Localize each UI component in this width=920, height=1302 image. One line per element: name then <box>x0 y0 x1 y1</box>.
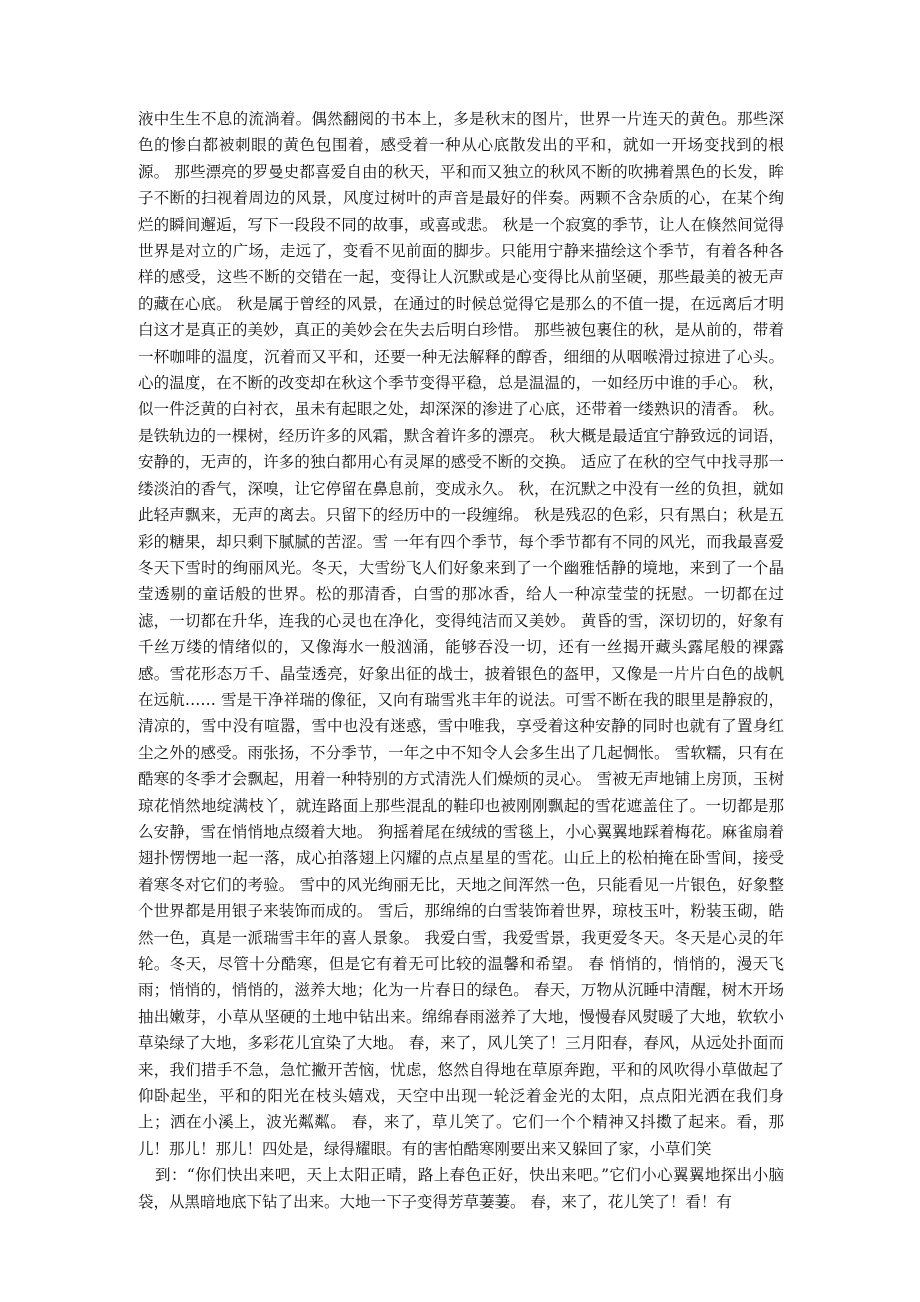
body-paragraph: 到：“你们快出来吧，天上太阳正晴，路上春色正好，快出来吧。”它们小心翼翼地探出小脑袋，从黑暗地底下钻了出来。大地一下子变得芳草萋萋。 春，来了，花儿笑了！看！有 <box>138 1166 784 1211</box>
body-paragraph: 液中生生不息的流淌着。偶然翻阅的书本上，多是秋末的图片，世界一片连天的黄色。那些深色的惨白都被刺眼的黄色包围着，感受着一种从心底散发出的平和，就如一开场变找到的根源。 那些漂亮的罗曼史都喜爱自由的秋天，平和而又独立的秋风不断的吹拂着黑色的长发，眸子不断的扫视着周边的风景，风度过树叶的声音是最好的伴奏。两颗不含杂质的心，在某个绚烂的瞬间邂逅，写下一段段不同的故事，或喜或悲。 秋是一个寂寞的季节，让人在倏然间觉得世界是对立的广场，走远了，变看不见前面的脚步。只能用宁静来描绘这个季节，有着各种各样的感受，这些不断的交错在一起，变得让人沉默或是心变得比从前坚硬，那些最美的被无声的藏在心底。 秋是属于曾经的风景，在通过的时候总觉得它是那么的不值一提，在远离后才明白这才是真正的美妙，真正的美妙会在失去后明白珍惜。 那些被包裹住的秋，是从前的，带着一杯咖啡的温度，沉着而又平和，还要一种无法解释的醇香，细细的从咽喉滑过掠进了心头。心的温度，在不断的改变却在秋这个季节变得平稳，总是温温的，一如经历中谁的手心。 秋，似一件泛黄的白衬衣，虽未有起眼之处，却深深的渗进了心底，还带着一缕熟识的清香。 秋。是铁轨边的一棵树，经历许多的风霜，默含着许多的漂亮。 秋大概是最适宜宁静致远的词语，安静的，无声的，许多的独白都用心有灵犀的感受不断的交换。 适应了在秋的空气中找寻那一缕淡泊的香气，深嗅，让它停留在鼻息前，变成永久。 秋，在沉默之中没有一丝的负担，就如此轻声飘来，无声的离去。只留下的经历中的一段缠绵。 秋是残忍的色彩，只有黑白；秋是五彩的糖果，却只剩下腻腻的苦涩。雪 一年有四个季节，每个季节都有不同的风光，而我最喜爱冬天下雪时的绚丽风光。冬天，大雪纷飞人们好象来到了一个幽雅恬静的境地，来到了一个晶莹透剔的童话般的世界。松的那清香，白雪的那冰香，给人一种凉莹莹的抚慰。一切都在过滤，一切都在升华，连我的心灵也在净化，变得纯洁而又美妙。 黄昏的雪，深切切的，好象有千丝万缕的情绪似的，又像海水一般汹涌，能够吞没一切，还有一丝揭开藏头露尾般的裸露感。雪花形态万千、晶莹透亮，好象出征的战士，披着银色的盔甲，又像是一片片白色的战帆在远航…… 雪是干净祥瑞的像征，又向有瑞雪兆丰年的说法。可雪不断在我的眼里是静寂的，清凉的，雪中没有喧嚣，雪中也没有迷惑，雪中唯我，享受着这种安静的同时也就有了置身红尘之外的感受。雨张扬，不分季节，一年之中不知令人会多生出了几起惆怅。 雪软糯，只有在酷寒的冬季才会飘起，用着一种特别的方式清洗人们燥烦的灵心。 雪被无声地铺上房顶，玉树琼花悄然地绽满枝丫，就连路面上那些混乱的鞋印也被刚刚飘起的雪花遮盖住了。一切都是那么安静，雪在悄悄地点缀着大地。 狗摇着尾在绒绒的雪毯上，小心翼翼地踩着梅花。麻雀扇着翅扑愣愣地一起一落，成心拍落翅上闪耀的点点星星的雪花。山丘上的松柏掩在卧雪间，接受着寒冬对它们的考验。 雪中的风光绚丽无比，天地之间浑然一色，只能看见一片银色，好象整个世界都是用银子来装饰而成的。 雪后，那绵绵的白雪装饰着世界，琼枝玉叶，粉装玉砌，皓然一色，真是一派瑞雪丰年的喜人景象。 我爱白雪，我爱雪景，我更爱冬天。冬天是心灵的年轮。冬天，尽管十分酷寒，但是它有着无可比较的温馨和希望。 春 悄悄的，悄悄的，漫天飞雨；悄悄的，悄悄的，滋养大地；化为一片春日的绿色。 春天，万物从沉睡中清醒，树木开场抽出嫩芽，小草从坚硬的土地中钻出来。绵绵春雨滋养了大地，慢慢春风熨暖了大地，软软小草染绿了大地，多彩花儿宜染了大地。 春，来了，风儿笑了！三月阳春，春风，从远处扑面而来，我们措手不急，急忙撇开苦恼，忧虑，悠然自得地在草原奔跑，平和的风吹得小草做起了仰卧起坐，平和的阳光在枝头嬉戏，天空中出现一轮泛着金光的太阳，点点阳光洒在我们身上；洒在小溪上，波光粼粼。 春，来了，草儿笑了。它们一个个精神又抖擞了起来。看，那儿！那儿！那儿！四处是，绿得耀眼。有的害怕酷寒刚要出来又躲回了家，小草们笑 <box>138 110 784 1158</box>
document-page <box>138 106 784 1276</box>
